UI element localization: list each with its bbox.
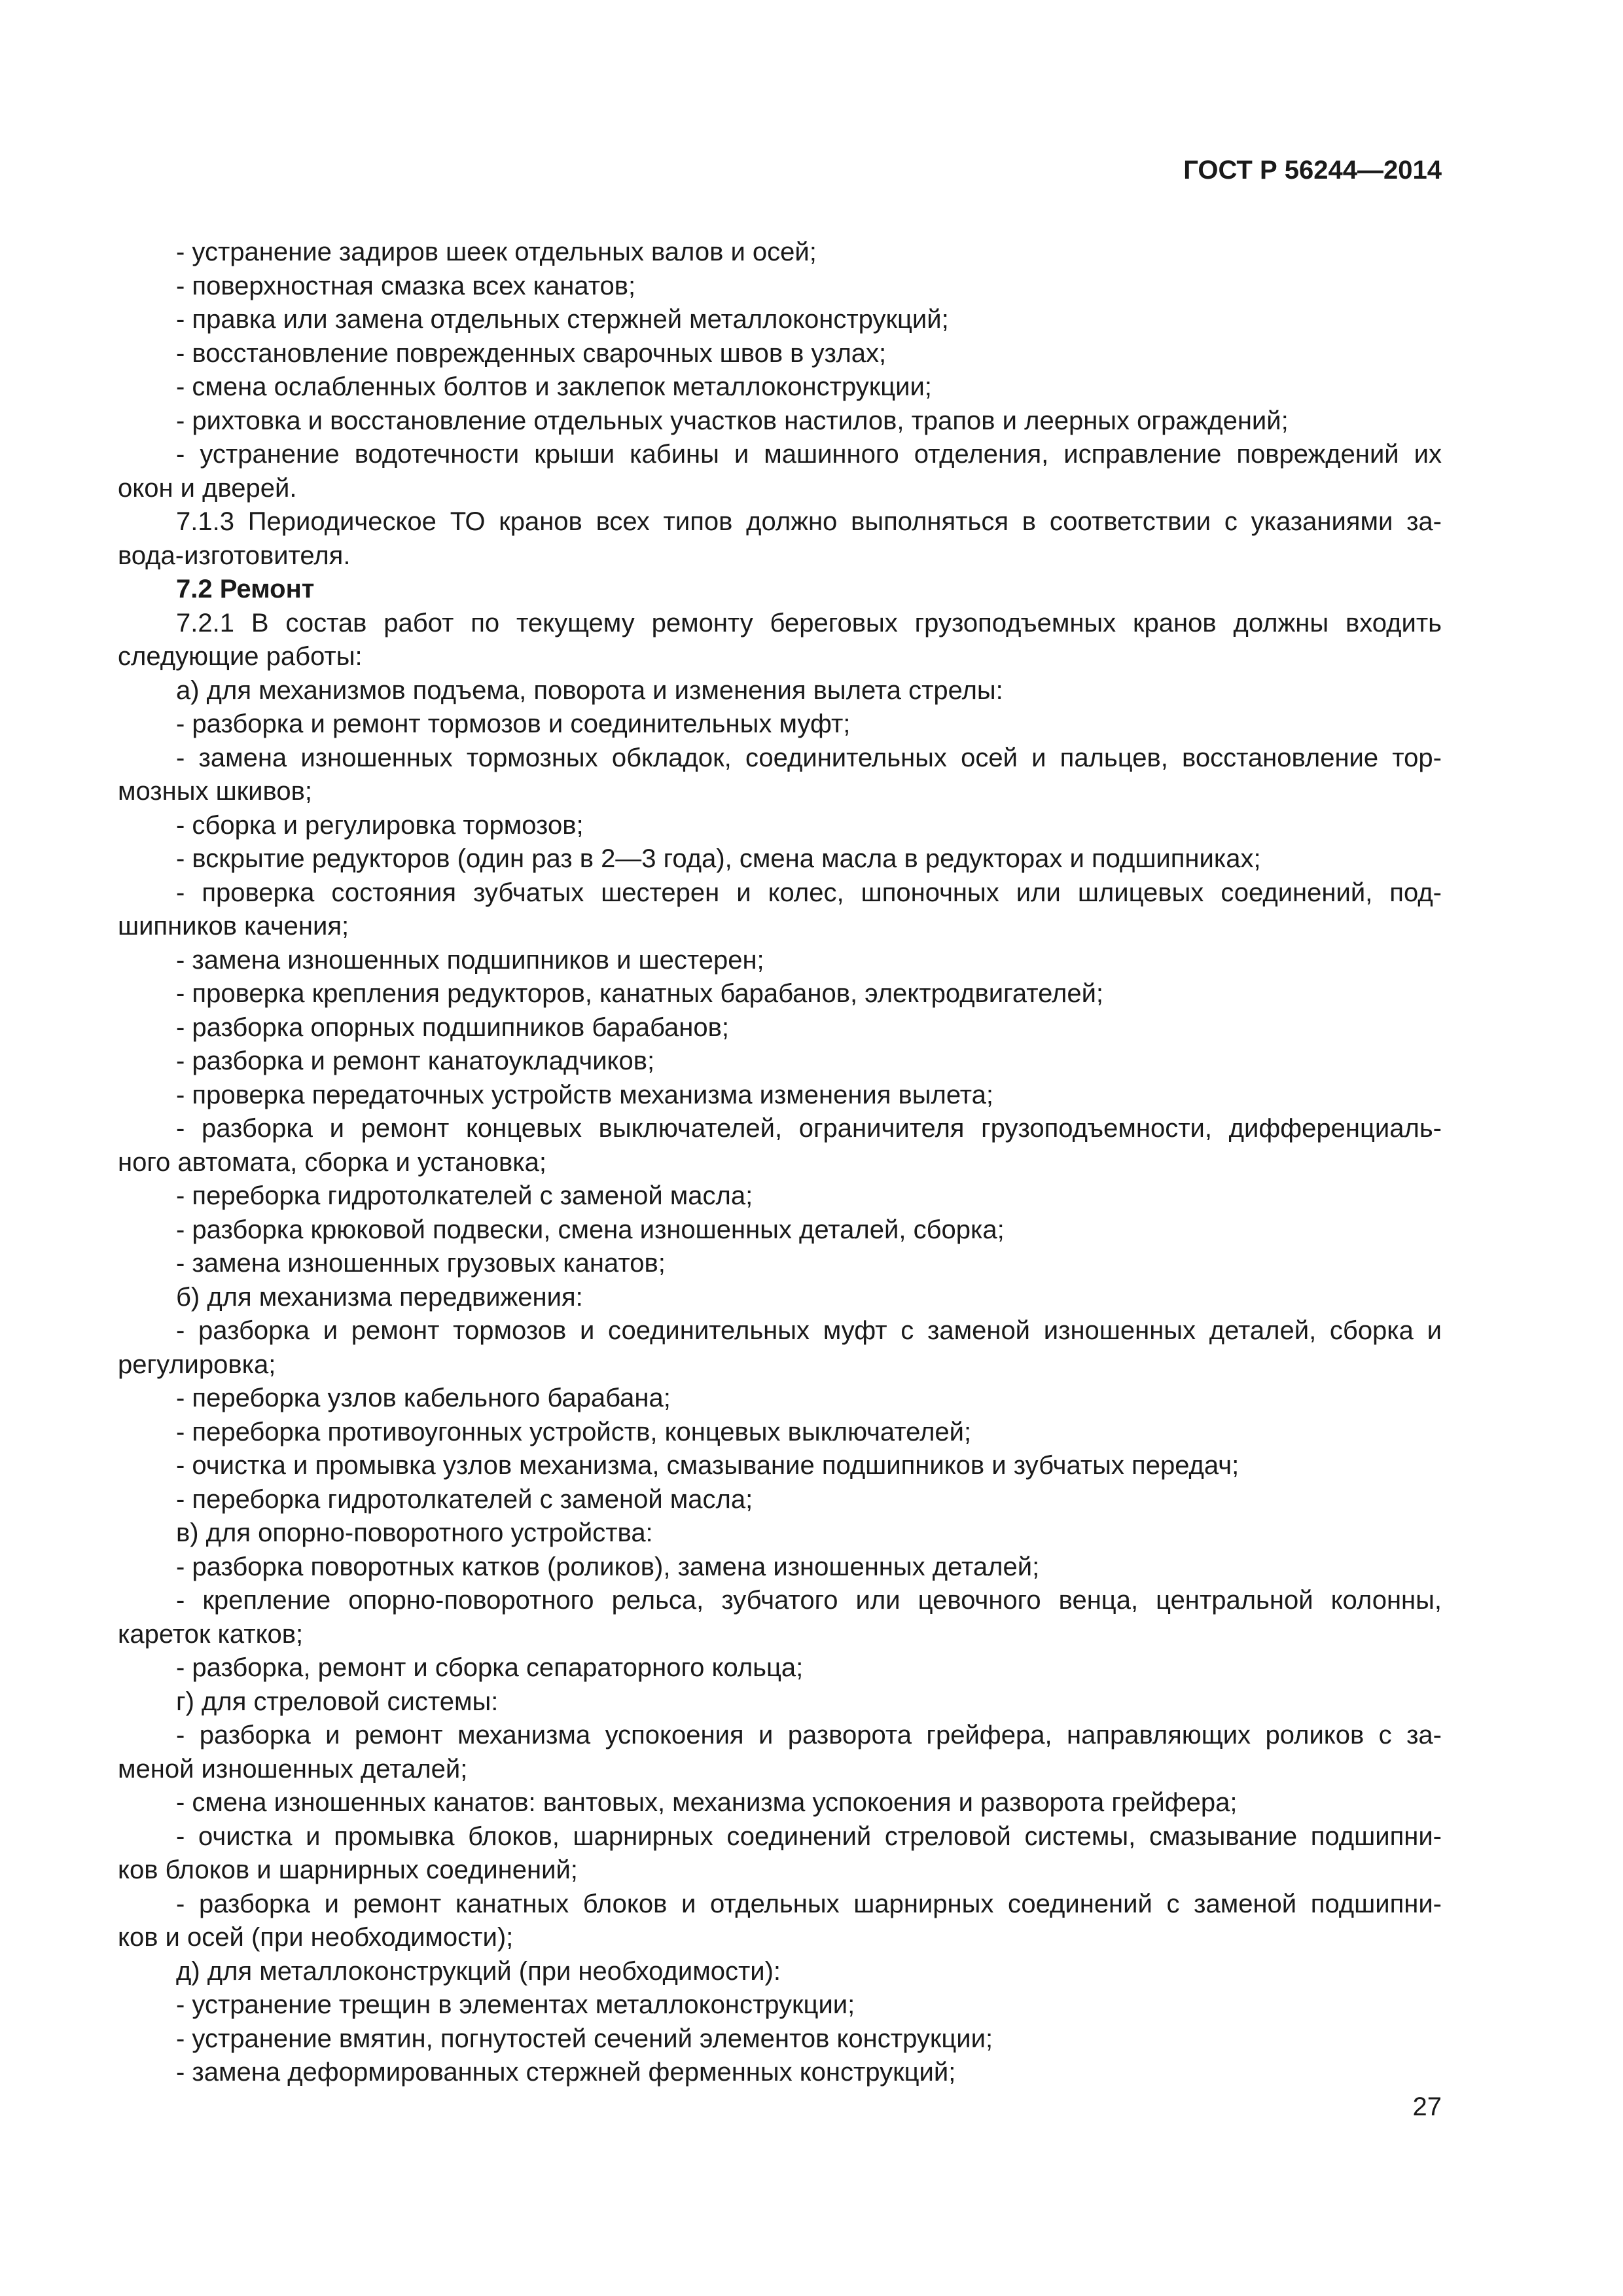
text-line: шипников качения; <box>118 912 349 941</box>
text-line: ков и осей (при необходимости); <box>118 1923 514 1952</box>
text-line: кареток катков; <box>118 1619 304 1649</box>
text-line: - переборка узлов кабельного барабана; <box>176 1384 671 1412</box>
text-line: - правка или замена отдельных стержней металлоконструкций; <box>176 305 949 334</box>
text-line: меной изношенных деталей; <box>118 1754 468 1784</box>
text-line: следующие работы: <box>118 642 363 671</box>
text-line: - разборка и ремонт канатных блоков и отдельных шарнирных соединений с заменой подшипни- <box>176 1889 1442 1918</box>
text-line: - поверхностная смазка всех канатов; <box>176 271 636 300</box>
text-line: - переборка противоугонных устройств, концевых выключателей; <box>176 1417 972 1446</box>
text-line: - проверка передаточных устройств механизма изменения вылета; <box>176 1080 994 1109</box>
text-line: - разборка, ремонт и сборка сепараторного кольца; <box>176 1653 804 1682</box>
text-line: в) для опорно-поворотного устройства: <box>176 1518 653 1547</box>
text-line: - разборка поворотных катков (роликов), замена изношенных деталей; <box>176 1552 1040 1581</box>
text-line: - вскрытие редукторов (один раз в 2—3 года), смена масла в редукторах и подшипниках; <box>176 844 1261 873</box>
text-line: 7.2.1 В состав работ по текущему ремонту береговых грузоподъемных кранов должны входить <box>176 608 1442 637</box>
text-line: - разборка и ремонт концевых выключателей, ограничителя грузоподъемности, дифференциаль- <box>176 1114 1442 1143</box>
section-heading: 7.2 Ремонт <box>176 575 315 603</box>
page-number: 27 <box>1412 2092 1442 2121</box>
text-line: - рихтовка и восстановление отдельных участков настилов, трапов и леерных ограждений; <box>176 406 1289 435</box>
text-line: - очистка и промывка блоков, шарнирных соединений стреловой системы, смазывание подшипни- <box>176 1821 1442 1851</box>
text-line: - устранение вмятин, погнутостей сечений элементов конструкции; <box>176 2024 993 2053</box>
text-line: д) для металлоконструкций (при необходимости): <box>176 1956 781 1986</box>
text-line: мозных шкивов; <box>118 777 312 806</box>
document-header: ГОСТ Р 56244—2014 <box>1183 156 1442 185</box>
text-line: - восстановление поврежденных сварочных швов в узлах; <box>176 338 887 368</box>
text-line: - замена изношенных тормозных обкладок, соединительных осей и пальцев, восстановление тор- <box>176 743 1442 772</box>
text-line: - разборка крюковой подвески, смена изношенных деталей, сборка; <box>176 1215 1005 1244</box>
text-line: вода-изготовителя. <box>118 541 351 570</box>
text-line: - разборка опорных подшипников барабанов; <box>176 1013 729 1042</box>
text-line: а) для механизмов подъема, поворота и изменения вылета стрелы: <box>176 675 1003 705</box>
text-line: б) для механизма передвижения: <box>176 1282 583 1312</box>
text-line: регулировка; <box>118 1350 276 1379</box>
text-line: г) для стреловой системы: <box>176 1687 499 1716</box>
text-line: - устранение водотечности крыши кабины и машинного отделения, исправление повреждений их <box>176 440 1442 469</box>
text-line: - очистка и промывка узлов механизма, смазывание подшипников и зубчатых передач; <box>176 1451 1240 1480</box>
text-line: - смена изношенных канатов: вантовых, механизма успокоения и разворота грейфера; <box>176 1788 1238 1817</box>
document-body <box>118 236 1442 2090</box>
text-line: - устранение трещин в элементах металлоконструкции; <box>176 1990 855 2019</box>
text-line: - крепление опорно-поворотного рельса, зубчатого или цевочного венца, центральной колонны, <box>176 1586 1442 1615</box>
text-line: - замена деформированных стержней ферменных конструкций; <box>176 2058 956 2087</box>
text-line: окон и дверей. <box>118 473 297 503</box>
text-line: - проверка крепления редукторов, канатных барабанов, электродвигателей; <box>176 979 1104 1008</box>
text-line: 7.1.3 Периодическое ТО кранов всех типов должно выполняться в соответствии с указаниями за- <box>176 507 1442 536</box>
text-line: - разборка и ремонт механизма успокоения и разворота грейфера, направляющих роликов с за- <box>176 1721 1442 1749</box>
text-line: ного автомата, сборка и установка; <box>118 1147 546 1177</box>
text-line: - переборка гидротолкателей с заменой масла; <box>176 1181 753 1210</box>
text-line: - замена изношенных грузовых канатов; <box>176 1249 666 1278</box>
text-line: - смена ослабленных болтов и заклепок металлоконструкции; <box>176 372 932 401</box>
text-line: - устранение задиров шеек отдельных валов и осей; <box>176 238 817 266</box>
text-line: - переборка гидротолкателей с заменой масла; <box>176 1484 753 1514</box>
text-line: ков блоков и шарнирных соединений; <box>118 1856 578 1884</box>
text-line: - проверка состояния зубчатых шестерен и колес, шпоночных или шлицевых соединений, под- <box>176 878 1442 907</box>
text-line: - разборка и ремонт канатоукладчиков; <box>176 1047 655 1075</box>
text-line: - сборка и регулировка тормозов; <box>176 810 584 840</box>
text-line: - разборка и ремонт тормозов и соединительных муфт с заменой изношенных деталей, сборка и <box>176 1316 1442 1345</box>
text-line: - разборка и ремонт тормозов и соединительных муфт; <box>176 709 851 738</box>
text-line: - замена изношенных подшипников и шестерен; <box>176 945 764 975</box>
